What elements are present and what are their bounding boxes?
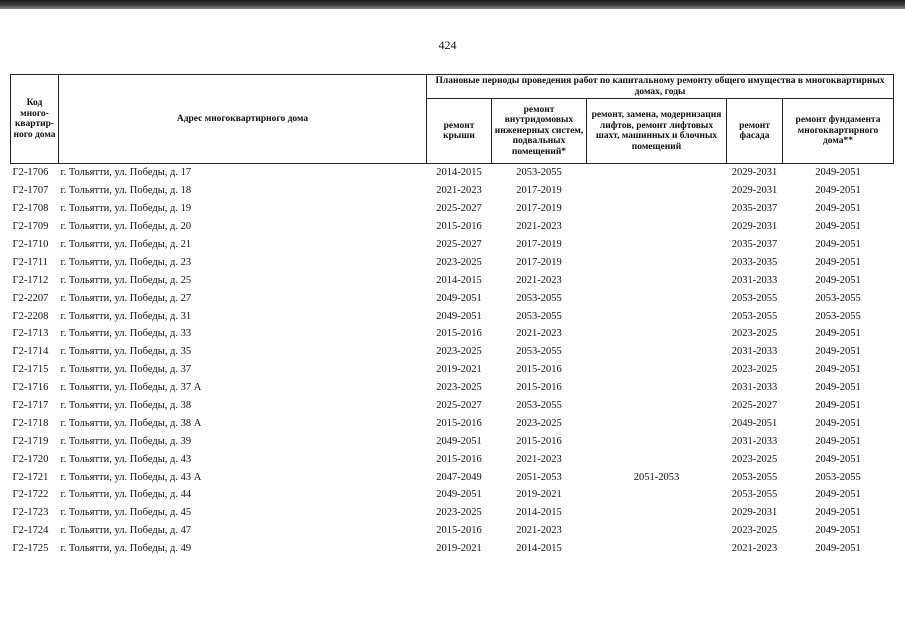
cell-foundation: 2049-2051 [815, 543, 861, 555]
cell-engineering: 2023-2025 [516, 417, 562, 429]
cell-address: г. Тольятти, ул. Победы, д. 37 [60, 364, 192, 376]
cell-code: Г2-1721 [12, 471, 49, 483]
cell-facade: 2049-2051 [731, 417, 778, 429]
cell-engineering: 2021-2023 [516, 221, 562, 233]
cell-roof: 2023-2025 [436, 507, 482, 519]
cell-foundation: 2049-2051 [815, 328, 861, 340]
cell-elevators [587, 522, 727, 540]
cell-foundation: 2049-2051 [815, 346, 861, 358]
table-row [11, 343, 894, 361]
cell-foundation: 2049-2051 [815, 239, 861, 250]
scan-edge-bar [0, 0, 905, 9]
cell-facade: 2029-2031 [731, 167, 778, 179]
table-row [11, 450, 894, 468]
cell-code: Г2-1713 [12, 328, 49, 340]
cell-code: Г2-1725 [12, 543, 49, 555]
cell-roof: 2021-2023 [436, 185, 482, 197]
cell-foundation: 2049-2051 [815, 417, 861, 429]
cell-foundation: 2049-2051 [815, 203, 861, 215]
cell-elevators [587, 450, 727, 468]
cell-address: г. Тольятти, ул. Победы, д. 38 А [60, 417, 202, 429]
cell-foundation: 2053-2055 [815, 310, 861, 322]
table-row [11, 397, 894, 415]
cell-code: Г2-1722 [12, 489, 49, 501]
cell-code: Г2-1709 [12, 221, 49, 233]
cell-code: Г2-2207 [12, 292, 49, 304]
table-row [11, 540, 894, 558]
cell-engineering: 2053-2055 [516, 346, 562, 358]
cell-address: г. Тольятти, ул. Победы, д. 49 [60, 543, 192, 555]
cell-elevators [587, 540, 727, 558]
cell-facade: 2053-2055 [731, 310, 778, 322]
cell-roof: 2049-2051 [436, 435, 482, 447]
cell-engineering: 2019-2021 [516, 489, 562, 501]
cell-roof: 2015-2016 [436, 417, 482, 429]
cell-facade: 2023-2025 [731, 328, 778, 340]
cell-elevators: 2051-2053 [633, 471, 680, 483]
cell-code: Г2-1718 [12, 417, 49, 429]
cell-elevators [587, 414, 727, 432]
cell-address: г. Тольятти, ул. Победы, д. 38 [60, 400, 192, 412]
cell-facade: 2053-2055 [731, 292, 778, 304]
cell-code: Г2-1715 [12, 364, 49, 376]
cell-elevators [587, 432, 727, 450]
cell-roof: 2014-2015 [436, 167, 482, 179]
cell-foundation: 2049-2051 [815, 256, 861, 268]
cell-address: г. Тольятти, ул. Победы, д. 18 [60, 185, 192, 197]
header-period-group: Плановые периоды проведения работ по капитальному ремонту общего имущества в многоквартирных домах, годы [427, 75, 894, 99]
cell-foundation: 2049-2051 [815, 435, 861, 447]
cell-address: г. Тольятти, ул. Победы, д. 19 [60, 203, 192, 215]
capital-repair-table [10, 74, 894, 558]
cell-engineering: 2051-2053 [516, 471, 562, 483]
cell-address: г. Тольятти, ул. Победы, д. 47 [60, 525, 192, 537]
table-row [11, 182, 894, 200]
table-row [11, 218, 894, 236]
cell-engineering: 2053-2055 [516, 400, 562, 412]
cell-roof: 2049-2051 [436, 489, 482, 501]
cell-address: г. Тольятти, ул. Победы, д. 37 А [60, 382, 202, 394]
cell-roof: 2025-2027 [436, 400, 482, 412]
table-row [11, 504, 894, 522]
cell-elevators [587, 361, 727, 379]
cell-roof: 2014-2015 [436, 274, 482, 286]
cell-elevators [587, 504, 727, 522]
cell-elevators [587, 397, 727, 415]
table-row [11, 307, 894, 325]
cell-roof: 2015-2016 [436, 221, 482, 233]
table-row [11, 522, 894, 540]
cell-roof: 2023-2025 [436, 346, 482, 358]
cell-elevators [587, 200, 727, 218]
cell-roof: 2047-2049 [436, 471, 482, 483]
cell-address: г. Тольятти, ул. Победы, д. 31 [60, 310, 192, 322]
cell-engineering: 2015-2016 [516, 382, 562, 394]
cell-address: г. Тольятти, ул. Победы, д. 17 [60, 167, 192, 179]
cell-code: Г2-1708 [12, 203, 49, 215]
cell-elevators [587, 182, 727, 200]
cell-elevators [587, 325, 727, 343]
cell-engineering: 2015-2016 [516, 364, 562, 376]
cell-facade: 2031-2033 [731, 346, 778, 358]
cell-engineering: 2021-2023 [516, 328, 562, 340]
cell-foundation: 2049-2051 [815, 453, 861, 465]
cell-facade: 2035-2037 [731, 203, 778, 215]
cell-engineering: 2017-2019 [516, 203, 562, 215]
cell-elevators [587, 343, 727, 361]
cell-foundation: 2049-2051 [815, 167, 861, 179]
cell-facade: 2029-2031 [731, 507, 778, 519]
cell-code: Г2-1720 [12, 453, 49, 465]
cell-facade: 2021-2023 [731, 543, 778, 555]
cell-roof: 2025-2027 [436, 203, 482, 215]
cell-foundation: 2049-2051 [815, 221, 861, 233]
cell-code: Г2-1717 [12, 400, 49, 412]
table-row [11, 486, 894, 504]
cell-code: Г2-1712 [12, 274, 49, 286]
cell-facade: 2029-2031 [731, 185, 778, 197]
cell-roof: 2025-2027 [436, 239, 482, 250]
table-row [11, 289, 894, 307]
table-row [11, 164, 894, 182]
cell-address: г. Тольятти, ул. Победы, д. 44 [60, 489, 192, 501]
cell-engineering: 2014-2015 [516, 543, 562, 555]
cell-roof: 2019-2021 [436, 543, 482, 555]
header-address: Адрес многоквартирного дома [59, 75, 427, 164]
cell-roof: 2015-2016 [436, 453, 482, 465]
cell-address: г. Тольятти, ул. Победы, д. 20 [60, 221, 192, 233]
cell-roof: 2015-2016 [436, 328, 482, 340]
cell-facade: 2031-2033 [731, 274, 778, 286]
cell-roof: 2019-2021 [436, 364, 482, 376]
cell-facade: 2023-2025 [731, 453, 778, 465]
cell-code: Г2-1714 [12, 346, 49, 358]
cell-foundation: 2049-2051 [815, 489, 861, 501]
header-foundation: ремонт фундамента многоквартирного дома** [783, 99, 894, 164]
header-elevators: ремонт, замена, модернизация лифтов, ремонт лифтовых шахт, машинных и блочных помещений [587, 99, 727, 164]
cell-engineering: 2017-2019 [516, 239, 562, 250]
table-row [11, 361, 894, 379]
cell-foundation: 2049-2051 [815, 364, 861, 376]
cell-elevators [587, 164, 727, 182]
table-row [11, 325, 894, 343]
cell-elevators [587, 271, 727, 289]
cell-roof: 2049-2051 [436, 310, 482, 322]
header-facade: ремонт фасада [727, 99, 783, 164]
cell-address: г. Тольятти, ул. Победы, д. 23 [60, 256, 192, 268]
cell-address: г. Тольятти, ул. Победы, д. 21 [60, 239, 192, 250]
cell-code: Г2-1724 [12, 525, 49, 537]
cell-address: г. Тольятти, ул. Победы, д. 35 [60, 346, 192, 358]
cell-facade: 2023-2025 [731, 364, 778, 376]
cell-engineering: 2053-2055 [516, 310, 562, 322]
cell-elevators [587, 289, 727, 307]
cell-elevators [587, 236, 727, 254]
table-row [11, 236, 894, 254]
cell-elevators [587, 307, 727, 325]
table-row [11, 253, 894, 271]
cell-address: г. Тольятти, ул. Победы, д. 33 [60, 328, 192, 340]
cell-address: г. Тольятти, ул. Победы, д. 39 [60, 435, 192, 447]
cell-facade: 2033-2035 [731, 256, 778, 268]
page-number: 424 [438, 38, 457, 52]
cell-code: Г2-1716 [12, 382, 49, 394]
cell-foundation: 2049-2051 [815, 382, 861, 394]
cell-roof: 2023-2025 [436, 256, 482, 268]
cell-foundation: 2053-2055 [815, 471, 861, 483]
cell-facade: 2031-2033 [731, 382, 778, 394]
header-engineering: ремонт внутридомовых инженерных систем, подвальных помещений* [492, 99, 587, 164]
cell-address: г. Тольятти, ул. Победы, д. 25 [60, 274, 192, 286]
cell-foundation: 2053-2055 [815, 292, 861, 304]
cell-elevators [587, 379, 727, 397]
cell-roof: 2023-2025 [436, 382, 482, 394]
cell-elevators [587, 486, 727, 504]
cell-facade: 2025-2027 [731, 400, 778, 412]
cell-facade: 2023-2025 [731, 525, 778, 537]
cell-engineering: 2017-2019 [516, 185, 562, 197]
cell-code: Г2-1710 [12, 239, 49, 250]
cell-facade: 2031-2033 [731, 435, 778, 447]
header-roof: ремонт крыши [427, 99, 492, 164]
cell-facade: 2035-2037 [731, 239, 778, 250]
cell-foundation: 2049-2051 [815, 400, 861, 412]
cell-engineering: 2021-2023 [516, 525, 562, 537]
table-row [11, 432, 894, 450]
cell-engineering: 2017-2019 [516, 256, 562, 268]
table-row [11, 379, 894, 397]
cell-elevators [587, 253, 727, 271]
cell-facade: 2053-2055 [731, 471, 778, 483]
cell-code: Г2-1707 [12, 185, 49, 197]
cell-engineering: 2021-2023 [516, 274, 562, 286]
cell-foundation: 2049-2051 [815, 507, 861, 519]
cell-code: Г2-1706 [12, 167, 49, 179]
table-row [11, 468, 894, 486]
cell-address: г. Тольятти, ул. Победы, д. 43 А [60, 471, 202, 483]
cell-engineering: 2021-2023 [516, 453, 562, 465]
cell-code: Г2-1723 [12, 507, 49, 519]
table-row [11, 200, 894, 218]
cell-facade: 2029-2031 [731, 221, 778, 233]
cell-engineering: 2014-2015 [516, 507, 562, 519]
cell-foundation: 2049-2051 [815, 525, 861, 537]
cell-foundation: 2049-2051 [815, 274, 861, 286]
cell-engineering: 2015-2016 [516, 435, 562, 447]
cell-roof: 2049-2051 [436, 292, 482, 304]
cell-code: Г2-2208 [12, 310, 49, 322]
cell-address: г. Тольятти, ул. Победы, д. 43 [60, 453, 192, 465]
cell-roof: 2015-2016 [436, 525, 482, 537]
cell-code: Г2-1711 [12, 256, 48, 268]
table-row [11, 271, 894, 289]
table-row [11, 414, 894, 432]
cell-engineering: 2053-2055 [516, 292, 562, 304]
cell-engineering: 2053-2055 [516, 167, 562, 179]
cell-address: г. Тольятти, ул. Победы, д. 45 [60, 507, 192, 519]
cell-foundation: 2049-2051 [815, 185, 861, 197]
header-code: Код много-квартир-ного дома [11, 75, 59, 164]
cell-code: Г2-1719 [12, 435, 49, 447]
cell-address: г. Тольятти, ул. Победы, д. 27 [60, 292, 192, 304]
cell-elevators [587, 218, 727, 236]
cell-facade: 2053-2055 [731, 489, 778, 501]
